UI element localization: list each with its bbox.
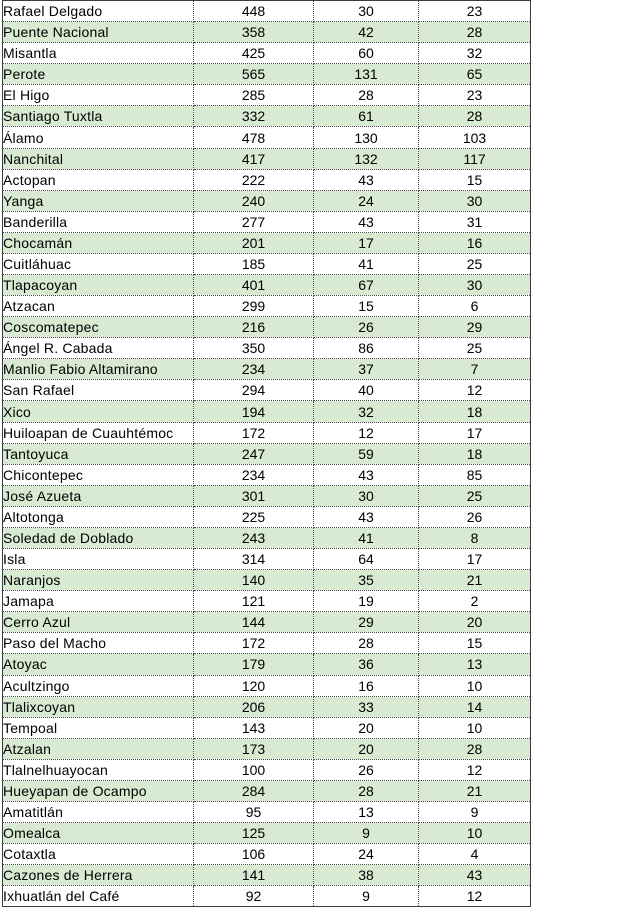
value-cell-3: 17: [419, 549, 531, 570]
value-cell-1: 172: [194, 633, 314, 654]
value-cell-3: 31: [419, 211, 531, 232]
municipality-name: Tlapacoyan: [3, 275, 194, 296]
table-row: [3, 380, 531, 401]
value-cell-1: 222: [194, 169, 314, 190]
value-cell-1: 106: [194, 844, 314, 865]
table-row: [3, 485, 531, 506]
value-cell-1: 185: [194, 253, 314, 274]
value-cell-1: 332: [194, 106, 314, 127]
value-cell-2: 24: [314, 190, 419, 211]
municipality-name: Atzalan: [3, 738, 194, 759]
value-cell-1: 172: [194, 422, 314, 443]
municipality-name: San Rafael: [3, 380, 194, 401]
table-row: [3, 443, 531, 464]
municipality-name: Naranjos: [3, 570, 194, 591]
value-cell-1: 144: [194, 612, 314, 633]
value-cell-2: 59: [314, 443, 419, 464]
municipality-name: Tempoal: [3, 717, 194, 738]
municipality-name: Chicontepec: [3, 464, 194, 485]
value-cell-1: 565: [194, 64, 314, 85]
municipality-name: Actopan: [3, 169, 194, 190]
municipality-name: Atoyac: [3, 654, 194, 675]
municipality-name: Ixhuatlán del Café: [3, 886, 194, 907]
value-cell-1: 216: [194, 317, 314, 338]
table-row: [3, 22, 531, 43]
table-row: [3, 232, 531, 253]
value-cell-2: 41: [314, 253, 419, 274]
value-cell-1: 314: [194, 549, 314, 570]
municipality-name: Banderilla: [3, 211, 194, 232]
municipality-name: José Azueta: [3, 485, 194, 506]
value-cell-2: 26: [314, 317, 419, 338]
value-cell-2: 30: [314, 1, 419, 22]
municipality-name: Tlalixcoyan: [3, 696, 194, 717]
table-row: [3, 759, 531, 780]
value-cell-1: 120: [194, 675, 314, 696]
value-cell-3: 16: [419, 232, 531, 253]
value-cell-1: 284: [194, 780, 314, 801]
value-cell-3: 28: [419, 22, 531, 43]
value-cell-2: 61: [314, 106, 419, 127]
table-row: [3, 527, 531, 548]
table-row: [3, 296, 531, 317]
value-cell-3: 25: [419, 338, 531, 359]
value-cell-3: 17: [419, 422, 531, 443]
value-cell-1: 143: [194, 717, 314, 738]
table-row: [3, 464, 531, 485]
table-row: [3, 886, 531, 907]
value-cell-3: 4: [419, 844, 531, 865]
value-cell-3: 10: [419, 717, 531, 738]
municipality-name: Tlalnelhuayocan: [3, 759, 194, 780]
value-cell-2: 26: [314, 759, 419, 780]
value-cell-3: 117: [419, 148, 531, 169]
value-cell-2: 17: [314, 232, 419, 253]
value-cell-1: 240: [194, 190, 314, 211]
municipality-name: Santiago Tuxtla: [3, 106, 194, 127]
table-row: [3, 675, 531, 696]
value-cell-2: 38: [314, 865, 419, 886]
municipality-name: Isla: [3, 549, 194, 570]
table-row: [3, 148, 531, 169]
value-cell-2: 132: [314, 148, 419, 169]
value-cell-3: 25: [419, 253, 531, 274]
table-row: [3, 275, 531, 296]
value-cell-3: 18: [419, 443, 531, 464]
value-cell-2: 42: [314, 22, 419, 43]
table-row: [3, 253, 531, 274]
municipality-name: Altotonga: [3, 506, 194, 527]
municipality-name: Omealca: [3, 823, 194, 844]
value-cell-2: 16: [314, 675, 419, 696]
value-cell-2: 9: [314, 886, 419, 907]
value-cell-1: 234: [194, 464, 314, 485]
table-row: [3, 506, 531, 527]
municipality-name: Amatitlán: [3, 801, 194, 822]
value-cell-3: 12: [419, 759, 531, 780]
municipality-name: Huiloapan de Cuauhtémoc: [3, 422, 194, 443]
value-cell-2: 41: [314, 527, 419, 548]
value-cell-3: 2: [419, 591, 531, 612]
value-cell-3: 103: [419, 127, 531, 148]
value-cell-1: 358: [194, 22, 314, 43]
value-cell-2: 33: [314, 696, 419, 717]
table-row: [3, 422, 531, 443]
value-cell-1: 234: [194, 359, 314, 380]
value-cell-2: 35: [314, 570, 419, 591]
value-cell-3: 28: [419, 106, 531, 127]
value-cell-3: 20: [419, 612, 531, 633]
value-cell-2: 19: [314, 591, 419, 612]
value-cell-1: 478: [194, 127, 314, 148]
value-cell-3: 9: [419, 801, 531, 822]
table-row: [3, 780, 531, 801]
value-cell-2: 40: [314, 380, 419, 401]
value-cell-2: 13: [314, 801, 419, 822]
value-cell-2: 12: [314, 422, 419, 443]
municipality-name: Ángel R. Cabada: [3, 338, 194, 359]
value-cell-1: 95: [194, 801, 314, 822]
value-cell-2: 28: [314, 85, 419, 106]
municipality-name: Rafael Delgado: [3, 1, 194, 22]
municipality-name: Coscomatepec: [3, 317, 194, 338]
value-cell-3: 15: [419, 169, 531, 190]
value-cell-3: 26: [419, 506, 531, 527]
table-row: [3, 127, 531, 148]
value-cell-3: 12: [419, 380, 531, 401]
value-cell-1: 125: [194, 823, 314, 844]
table-row: [3, 211, 531, 232]
value-cell-3: 29: [419, 317, 531, 338]
value-cell-2: 67: [314, 275, 419, 296]
value-cell-3: 23: [419, 1, 531, 22]
municipality-name: Soledad de Doblado: [3, 527, 194, 548]
value-cell-1: 194: [194, 401, 314, 422]
table-row: [3, 696, 531, 717]
municipality-name: El Higo: [3, 85, 194, 106]
value-cell-1: 141: [194, 865, 314, 886]
municipality-name: Tantoyuca: [3, 443, 194, 464]
value-cell-3: 18: [419, 401, 531, 422]
value-cell-3: 10: [419, 675, 531, 696]
value-cell-1: 243: [194, 527, 314, 548]
value-cell-3: 15: [419, 633, 531, 654]
value-cell-2: 24: [314, 844, 419, 865]
value-cell-1: 448: [194, 1, 314, 22]
value-cell-3: 7: [419, 359, 531, 380]
municipality-name: Yanga: [3, 190, 194, 211]
value-cell-2: 43: [314, 464, 419, 485]
municipality-name: Acultzingo: [3, 675, 194, 696]
table-row: [3, 591, 531, 612]
table-row: [3, 801, 531, 822]
value-cell-3: 65: [419, 64, 531, 85]
value-cell-2: 28: [314, 633, 419, 654]
municipality-name: Cotaxtla: [3, 844, 194, 865]
value-cell-2: 28: [314, 780, 419, 801]
value-cell-3: 12: [419, 886, 531, 907]
value-cell-1: 285: [194, 85, 314, 106]
table-row: [3, 43, 531, 64]
table-row: [3, 64, 531, 85]
table-row: [3, 549, 531, 570]
value-cell-3: 13: [419, 654, 531, 675]
value-cell-2: 60: [314, 43, 419, 64]
municipality-name: Hueyapan de Ocampo: [3, 780, 194, 801]
municipality-name: Paso del Macho: [3, 633, 194, 654]
table-row: [3, 317, 531, 338]
table-row: [3, 612, 531, 633]
value-cell-1: 201: [194, 232, 314, 253]
municipality-name: Cuitláhuac: [3, 253, 194, 274]
municipality-name: Álamo: [3, 127, 194, 148]
value-cell-1: 417: [194, 148, 314, 169]
value-cell-1: 100: [194, 759, 314, 780]
table-body: [3, 1, 531, 907]
table-row: [3, 570, 531, 591]
value-cell-2: 32: [314, 401, 419, 422]
table-row: [3, 633, 531, 654]
municipality-name: Cazones de Herrera: [3, 865, 194, 886]
value-cell-1: 206: [194, 696, 314, 717]
value-cell-2: 20: [314, 717, 419, 738]
value-cell-3: 6: [419, 296, 531, 317]
table-row: [3, 654, 531, 675]
table-row: [3, 106, 531, 127]
value-cell-3: 30: [419, 275, 531, 296]
value-cell-1: 225: [194, 506, 314, 527]
value-cell-1: 350: [194, 338, 314, 359]
value-cell-2: 131: [314, 64, 419, 85]
value-cell-3: 14: [419, 696, 531, 717]
municipality-name: Puente Nacional: [3, 22, 194, 43]
table-row: [3, 85, 531, 106]
value-cell-3: 30: [419, 190, 531, 211]
value-cell-2: 9: [314, 823, 419, 844]
table-row: [3, 338, 531, 359]
value-cell-1: 301: [194, 485, 314, 506]
table-row: [3, 823, 531, 844]
value-cell-2: 37: [314, 359, 419, 380]
municipality-name: Xico: [3, 401, 194, 422]
municipality-name: Misantla: [3, 43, 194, 64]
value-cell-1: 92: [194, 886, 314, 907]
value-cell-3: 32: [419, 43, 531, 64]
value-cell-1: 121: [194, 591, 314, 612]
municipality-name: Cerro Azul: [3, 612, 194, 633]
value-cell-3: 85: [419, 464, 531, 485]
value-cell-2: 64: [314, 549, 419, 570]
value-cell-2: 130: [314, 127, 419, 148]
value-cell-2: 29: [314, 612, 419, 633]
value-cell-2: 43: [314, 506, 419, 527]
value-cell-1: 401: [194, 275, 314, 296]
value-cell-2: 43: [314, 211, 419, 232]
value-cell-3: 43: [419, 865, 531, 886]
value-cell-1: 299: [194, 296, 314, 317]
table-row: [3, 401, 531, 422]
value-cell-1: 140: [194, 570, 314, 591]
municipality-table: [2, 0, 531, 907]
value-cell-1: 294: [194, 380, 314, 401]
value-cell-1: 173: [194, 738, 314, 759]
value-cell-1: 179: [194, 654, 314, 675]
value-cell-3: 28: [419, 738, 531, 759]
value-cell-2: 36: [314, 654, 419, 675]
value-cell-3: 21: [419, 780, 531, 801]
table-row: [3, 190, 531, 211]
value-cell-2: 30: [314, 485, 419, 506]
value-cell-3: 8: [419, 527, 531, 548]
value-cell-1: 425: [194, 43, 314, 64]
table-row: [3, 738, 531, 759]
value-cell-2: 20: [314, 738, 419, 759]
value-cell-3: 10: [419, 823, 531, 844]
table-row: [3, 844, 531, 865]
value-cell-3: 25: [419, 485, 531, 506]
value-cell-2: 43: [314, 169, 419, 190]
municipality-name: Manlio Fabio Altamirano: [3, 359, 194, 380]
table-row: [3, 717, 531, 738]
municipality-name: Chocamán: [3, 232, 194, 253]
value-cell-2: 15: [314, 296, 419, 317]
table-row: [3, 865, 531, 886]
table-row: [3, 169, 531, 190]
value-cell-2: 86: [314, 338, 419, 359]
table-row: [3, 359, 531, 380]
table-row: [3, 1, 531, 22]
municipality-name: Jamapa: [3, 591, 194, 612]
municipality-name: Atzacan: [3, 296, 194, 317]
municipality-name: Nanchital: [3, 148, 194, 169]
value-cell-1: 247: [194, 443, 314, 464]
value-cell-3: 21: [419, 570, 531, 591]
value-cell-3: 23: [419, 85, 531, 106]
municipality-name: Perote: [3, 64, 194, 85]
value-cell-1: 277: [194, 211, 314, 232]
